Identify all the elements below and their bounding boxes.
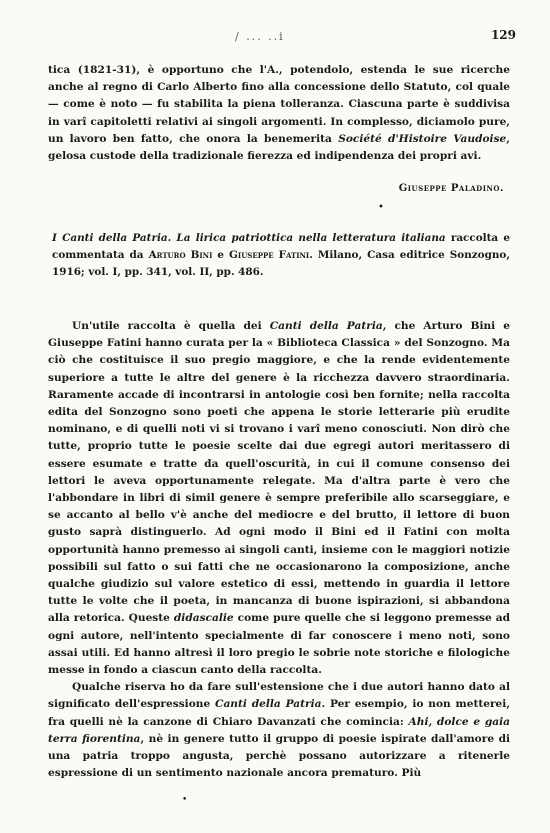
p1-a: Un'utile raccolta è quella dei [72,320,270,332]
p1-c: come pure quelle che si leggono premesse ad ogni autore, nell'intento specialmente di far conoscere i meno noti, sono assai utili. Ed hanno altresì il loro pregio le sobrie note storiche e filologiche messe in fondo a ciascun canto della raccolta. [48,612,510,677]
bibliographic-entry [52,230,510,280]
signature-mark: • [378,202,384,213]
p1-didascalie: didascalie [173,612,234,625]
running-title: / ... ..i [235,30,285,43]
p2-b: . Per esempio, io non metterei, fra quelli nè la canzone di Chiaro Davanzati che comincia: [48,698,511,728]
book-title: I Canti della Patria. La lirica patriottica nella letteratura italiana [52,232,446,244]
review2-paragraph-1 [48,318,510,679]
review1-tail: , gelosa custode della tradizionale fierezza ed indipendenza dei propri avi. [48,132,510,163]
page-number: 129 [490,28,516,42]
p2-a: Qualche riserva ho da fare sull'estensione che i due autori hanno dato al significato dell'espressione [48,681,510,711]
bib-conj: e [212,248,230,261]
author-fatini: Giuseppe Fatini [229,248,310,261]
p2-title: Canti della Patria [215,698,322,711]
bib-text-1: raccolta e commentata da [52,232,510,261]
review2-body [48,318,510,782]
review1-signature: Giuseppe Paladino. [398,183,504,194]
p2-c: , nè in genere tutto il gruppo di poesie ispirate dall'amore di una patria troppo angusta, perchè possano autorizzare a ritenerle espressione di un sentimento nazionale ancora prematuro. Più [48,732,510,780]
author-bini: Arturo Bini [148,248,213,261]
p2-quote: Ahi, dolce e gaia terra fiorentina [48,715,510,745]
review-continuation [48,62,510,165]
page-header [30,28,520,46]
review2-paragraph-2 [48,679,510,782]
p1-title: Canti della Patria [269,320,383,332]
p1-b: , che Arturo Bini e Giuseppe Fatini hanno curata per la « Biblioteca Classica » del Sonzogno. Ma ciò che costituisce il suo pregio maggiore, e che la rende evidentemente superiore a tutte le altre del genere è la ricchezza davvero straordinaria. Raramente accade di incontrarsi in antologie così ben fornite; nella raccolta edita del Sonzogno sono poeti che appena le storie letterarie più erudite nominano, e di quelli noti vi si trovano i varî meno conosciuti. Non dirò che tutte, proprio tutte le poesie scelte dai due egregi autori meritassero di essere esumate e tratte da quell'oscurità, in cui il comune consenso dei lettori le aveva opportunamente relegate. Ma d'altra parte è vero che l'abbondare in libri di simil genere è sempre preferibile allo scarseggiare, e se accanto al bello v'è anche del mediocre e del brutto, il lettore di buon gusto saprà distinguerlo. Ad ogni modo il Bini ed il Fatini con molta opportunità hanno premesso ai singoli canti, insieme con le maggiori notizie possibili sul fatto o sui fatti che ne occasionarono la composizione, anche qualche giudizio sul valore estetico di essi, mettendo in guardia il lettore tutte le volte che il poeta, in mancanza di buone ispirazioni, si abbandona alla retorica. Queste [48,320,511,625]
bib-text-2: . Milano, Casa editrice Sonzogno, 1916; vol. I, pp. 341, vol. II, pp. 486. [52,248,510,278]
society-name: Société d'Histoire Vaudoise [338,132,507,145]
review1-text: tica (1821-31), è opportuno che l'A., potendolo, estenda le sue ricerche anche al regno di Carlo Alberto fino alla concessione dello Statuto, col quale — come è noto — fu stabilita la piena tolleranza. Ciascuna parte è suddivisa in varî capitoletti relativi ai singoli argomenti. In complesso, diciamolo pure, un lavoro ben fatto, che onora la benemerita [48,64,510,145]
footer-mark: • [182,795,188,805]
